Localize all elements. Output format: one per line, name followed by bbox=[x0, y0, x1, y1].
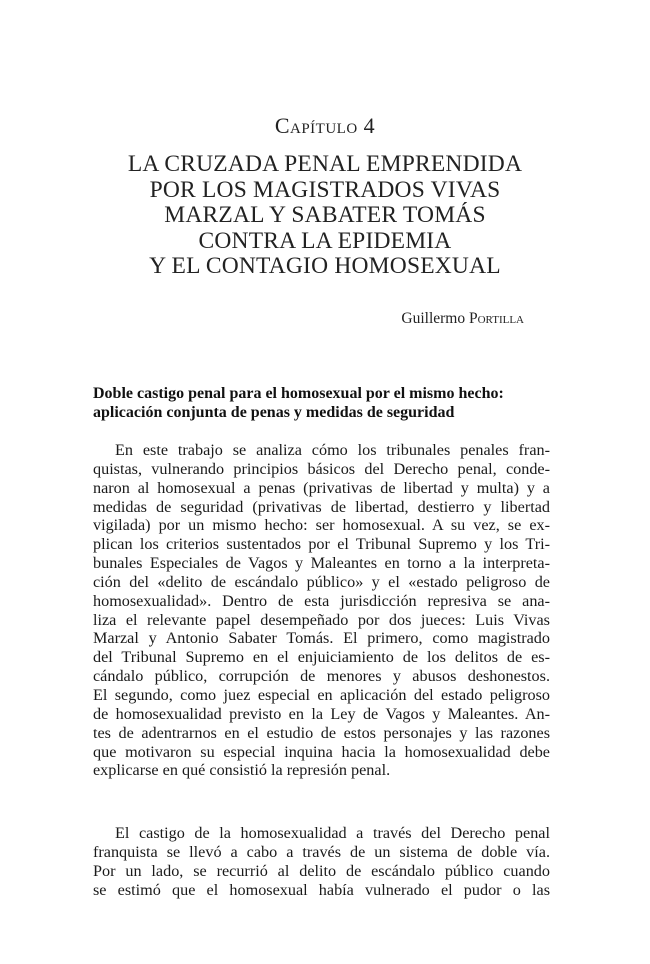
paragraph-line: quistas, vulnerando principios básicos del Derecho penal, conde- bbox=[93, 459, 550, 478]
paragraph-line: naron al homosexual a penas (privativas de libertad y multa) y a bbox=[93, 478, 550, 497]
paragraph-line: bunales Especiales de Vagos y Maleantes en torno a la interpreta- bbox=[93, 554, 550, 573]
paragraph-line: El segundo, como juez especial en aplicación del estado peligroso bbox=[93, 685, 550, 704]
paragraph-line: del Tribunal Supremo en el enjuiciamiento de los delitos de es- bbox=[93, 648, 550, 667]
paragraph-line: se estimó que el homosexual había vulnerado el pudor o las bbox=[93, 880, 550, 899]
chapter-title-line: CONTRA LA EPIDEMIA bbox=[198, 227, 452, 254]
author-surname: Portilla bbox=[468, 310, 524, 327]
chapter-label-prefix: Capítulo bbox=[274, 113, 358, 138]
chapter-title-line: MARZAL Y SABATER TOMÁS bbox=[164, 202, 486, 228]
paragraph-line: ción del «delito de escándalo público» y el «estado peligroso de bbox=[93, 572, 550, 591]
section-heading bbox=[93, 384, 568, 422]
chapter-title-line: LA CRUZADA PENAL EMPRENDIDA bbox=[127, 151, 523, 177]
chapter-number: 4 bbox=[363, 113, 376, 138]
section-heading-line: aplicación conjunta de penas y medidas de seguridad bbox=[93, 404, 455, 421]
paragraph-line: liza el relevante papel desempeñado por dos jueces: Luis Vivas bbox=[93, 610, 550, 629]
paragraph-line: tes de adentrarnos en el estudio de estos personajes y las razones bbox=[93, 723, 550, 742]
paragraph-line: explicarse en qué consistió la represión penal. bbox=[93, 761, 391, 780]
paragraph-line: plican los criterios sustentados por el Tribunal Supremo y los Tri- bbox=[93, 535, 550, 554]
chapter-title bbox=[70, 152, 580, 280]
paragraph-line: homosexualidad». Dentro de esta jurisdicción represiva se ana- bbox=[93, 591, 550, 610]
paragraph-line: franquista se llevó a cabo a través de un sistema de doble vía. bbox=[93, 842, 550, 861]
section-heading-line: Doble castigo penal para el homosexual por el mismo hecho: bbox=[93, 385, 504, 402]
paragraph-line: medidas de seguridad (privativas de libertad, destierro y libertad bbox=[93, 497, 550, 516]
chapter-title-line: POR LOS MAGISTRADOS VIVAS bbox=[149, 176, 501, 203]
paragraph-line: que motivaron su especial inquina hacia la homosexualidad debe bbox=[93, 742, 550, 761]
paragraph-line: cándalo público, corrupción de menores y abusos deshonestos. bbox=[93, 667, 550, 686]
paragraph-line: Marzal y Antonio Sabater Tomás. El primero, como magistrado bbox=[93, 629, 550, 648]
body-paragraph-2 bbox=[93, 824, 550, 899]
paragraph-line: En este trabajo se analiza cómo los tribunales penales fran- bbox=[115, 441, 550, 459]
body-paragraph-1 bbox=[93, 441, 550, 780]
paragraph-line: vigilada) por un mismo hecho: ser homosexual. A su vez, se ex- bbox=[93, 516, 550, 535]
paragraph-line: de homosexualidad previsto en la Ley de Vagos y Maleantes. An- bbox=[93, 704, 550, 723]
author-byline bbox=[401, 310, 524, 328]
paragraph-line: El castigo de la homosexualidad a través del Derecho penal bbox=[115, 824, 550, 842]
author-given-name: Guillermo bbox=[401, 310, 466, 327]
chapter-label bbox=[0, 113, 650, 139]
chapter-title-line: Y EL CONTAGIO HOMOSEXUAL bbox=[149, 253, 501, 279]
paragraph-line: Por un lado, se recurrió al delito de escándalo público cuando bbox=[93, 861, 550, 880]
